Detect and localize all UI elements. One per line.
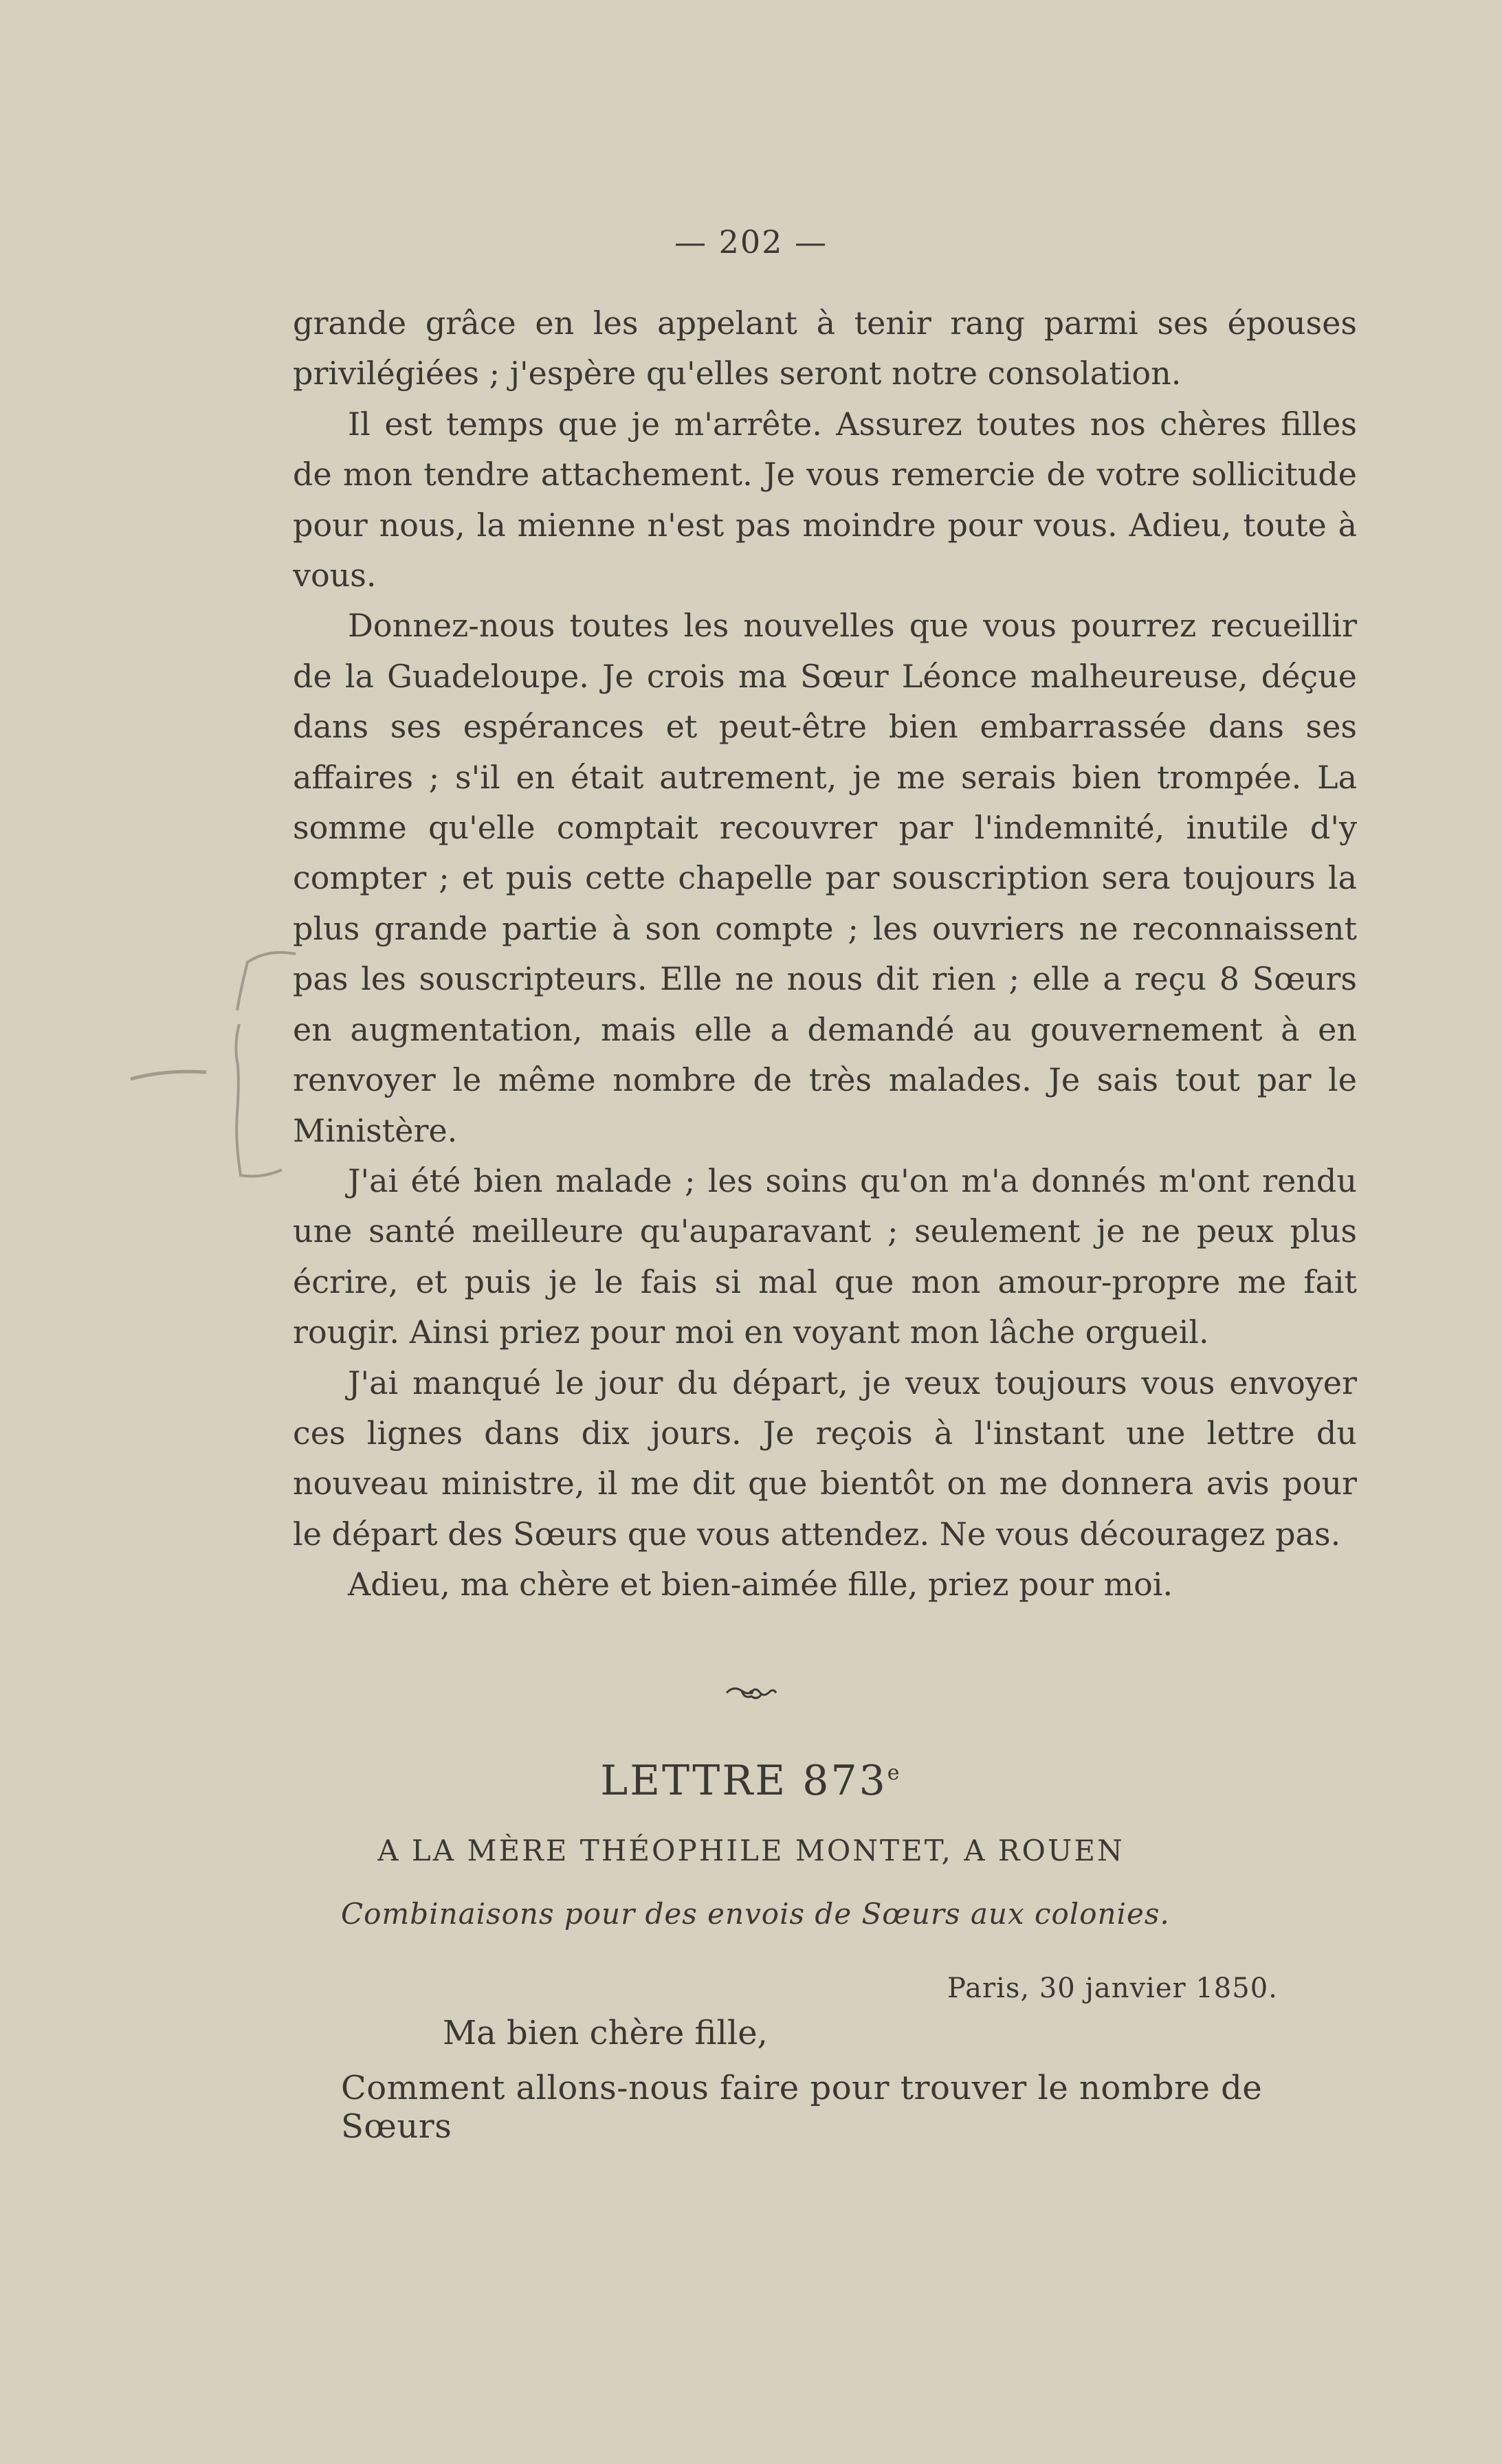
paragraph: J'ai manqué le jour du départ, je veux toujours vous envoyer ces lignes dans dix jours. Je reçois à l'instant une lettre du nouveau ministre, il me dit que bientôt on me donnera avis pour le départ des Sœurs que vous attendez. Ne vous découragez pas. <box>293 1364 1357 1553</box>
paragraph: Donnez-nous toutes les nouvelles que vous pourrez recueillir de la Guadeloupe. Je crois ma Sœur Léonce malheureuse, déçue dans ses espérances et peut-être bien embarrassée dans ses affaires ; s'il en était autrement, je me serais bien trompée. La somme qu'elle comptait recouvrer par l'indemnité, inutile d'y compter ; et puis cette chapelle par souscription sera toujours la plus grande partie à son compte ; les ouvriers ne reconnaissent pas les souscripteurs. Elle ne nous dit rien ; elle a reçu 8 Sœurs en augmentation, mais elle a demandé au gouvernement à en renvoyer le même nombre de très malades. Je sais tout par le Ministère. <box>293 607 1357 1149</box>
letter-first-line: Comment allons-nous faire pour trouver le nombre de Sœurs <box>341 2069 1263 2146</box>
letter-body <box>293 298 1357 1610</box>
paragraph: Il est temps que je m'arrête. Assurez toutes nos chères filles de mon tendre attachement. Je vous remercie de votre sollicitude pour nous, la mienne n'est pas moindre pour vous. Adieu, toute à vous. <box>293 405 1357 595</box>
letter-title-suffix: e <box>887 1761 902 1785</box>
flourish-ornament-container <box>0 1683 1502 1706</box>
flourish-ornament-icon <box>724 1683 779 1703</box>
letter-dateline: Paris, 30 janvier 1850. <box>947 1973 1278 2004</box>
letter-title <box>0 1757 1502 1805</box>
page-number: — 202 — <box>674 223 828 260</box>
letter-salutation: Ma bien chère fille, <box>443 2014 768 2052</box>
paragraph: J'ai été bien malade ; les soins qu'on m'a donnés m'ont rendu une santé meilleure qu'auparavant ; seulement je ne peux plus écrire, et puis je le fais si mal que mon amour-propre me fait rougir. Ainsi priez pour moi en voyant mon lâche orgueil. <box>293 1162 1357 1351</box>
letter-summary: Combinaisons pour des envois de Sœurs aux colonies. <box>341 1897 1170 1931</box>
letter-recipient: A LA MÈRE THÉOPHILE MONTET, A ROUEN <box>377 1834 1125 1867</box>
letter-title-text: LETTRE 873 <box>600 1757 887 1805</box>
pencil-margin-mark <box>117 948 316 1189</box>
paragraph: grande grâce en les appelant à tenir rang parmi ses épouses privilégiées ; j'espère qu'elles seront notre consolation. <box>293 304 1357 392</box>
paragraph: Adieu, ma chère et bien-aimée fille, priez pour moi. <box>348 1566 1173 1603</box>
